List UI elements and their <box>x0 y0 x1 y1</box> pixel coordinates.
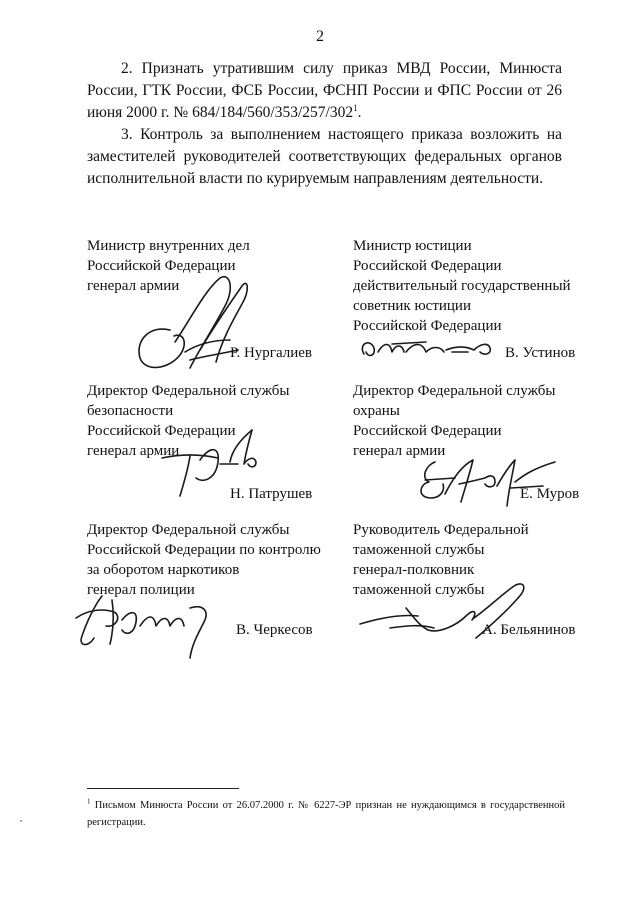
title-line: Руководитель Федеральной <box>353 522 529 538</box>
title-line: таможенной службы <box>353 542 485 558</box>
footnote-text: Письмом Минюста России от 26.07.2000 г. № 6227-ЭР признан не нуждающимся в государственной регистрации. <box>87 800 565 828</box>
footnote <box>87 797 565 831</box>
scan-speck <box>20 820 22 822</box>
paragraph-3: 3. Контроль за выполнением настоящего приказа возложить на заместителей руководителей соответствующих федеральных органов исполнительной власти по курируемым направлениям деятельности. <box>87 126 562 187</box>
title-line: Директор Федеральной службы <box>353 383 556 399</box>
paragraph-2 <box>87 58 562 124</box>
title-line: советник юстиции <box>353 298 471 314</box>
footnote-mark: 1 <box>87 797 91 806</box>
title-line: охраны <box>353 403 400 419</box>
title-line: за оборотом наркотиков <box>87 562 240 578</box>
title-line: генерал-полковник <box>353 562 475 578</box>
title-line: Директор Федеральной службы <box>87 522 290 538</box>
signatory-4-title <box>353 381 555 461</box>
title-line: Российской Федерации <box>353 423 502 439</box>
title-line: генерал армии <box>353 443 446 459</box>
title-line: Российской Федерации <box>87 258 236 274</box>
signature-1 <box>130 270 260 380</box>
signatory-3-name: Н. Патрушев <box>230 486 313 502</box>
title-line: действительный государственный <box>353 278 571 294</box>
footnote-divider <box>87 788 239 789</box>
title-line: генерал армии <box>87 443 180 459</box>
title-line: Директор Федеральной службы <box>87 383 290 399</box>
title-line: Российской Федерации по контролю <box>87 542 321 558</box>
signatory-4-name: Е. Муров <box>520 486 580 502</box>
paragraph-2-end: . <box>357 104 362 121</box>
signature-4 <box>415 452 565 512</box>
title-line: безопасности <box>87 403 174 419</box>
title-line: Министр внутренних дел <box>87 238 250 254</box>
signatory-2-name: В. Устинов <box>505 345 576 361</box>
signature-2 <box>356 334 496 364</box>
title-line: таможенной службы <box>353 582 485 598</box>
paragraph-2-text: 2. Признать утратившим силу приказ МВД России, Минюста России, ГТК России, ФСБ России, ФСНП России и ФПС России от 26 июня 2000 г. № 684/184/560/353/257/302 <box>87 60 562 121</box>
title-line: генерал армии <box>87 278 180 294</box>
title-line: Российской Федерации <box>353 318 502 334</box>
signature-5 <box>72 586 222 666</box>
title-line: Российской Федерации <box>87 423 236 439</box>
signatory-5-name: В. Черкесов <box>236 622 313 638</box>
title-line: Министр юстиции <box>353 238 472 254</box>
title-line: Российской Федерации <box>353 258 502 274</box>
title-line: генерал полиции <box>87 582 195 598</box>
footnote-reference: 1 <box>353 102 358 113</box>
page-number: 2 <box>316 28 324 45</box>
signatory-1-name: Р. Нургалиев <box>230 345 312 361</box>
signatory-6-name: А. Бельянинов <box>482 622 576 638</box>
signatory-2-title <box>353 236 571 336</box>
